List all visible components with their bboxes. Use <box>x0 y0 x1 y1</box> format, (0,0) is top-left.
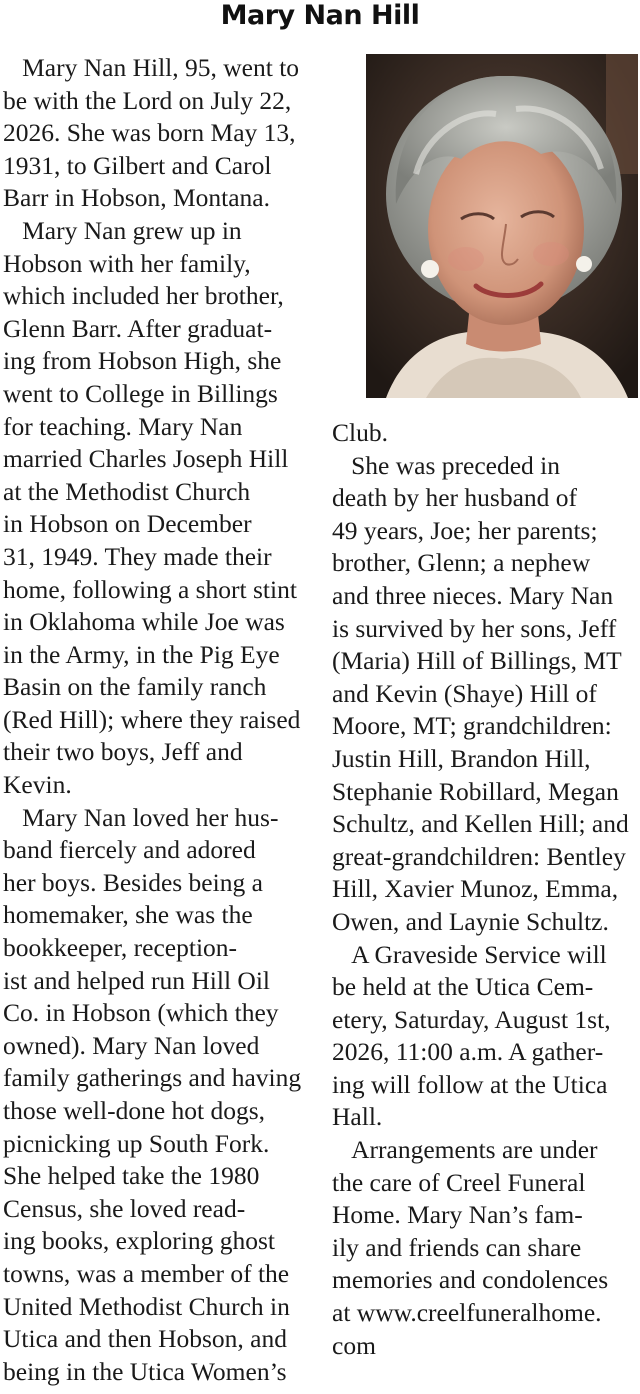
text-line: and Kevin (Shaye) Hill of <box>332 678 597 708</box>
text-line: ily and friends can share <box>332 1232 582 1262</box>
text-line: Hobson with her family, <box>3 248 251 278</box>
text-line: at the Methodist Church <box>3 476 251 506</box>
text-line: at www.creelfuneralhome. <box>332 1298 602 1328</box>
text-line: Mary Nan loved her hus- <box>3 802 279 832</box>
obituary-title: Mary Nan Hill <box>220 0 420 31</box>
text-line: 49 years, Joe; her parents; <box>332 515 598 545</box>
text-line: Club. <box>332 418 388 447</box>
text-line: brother, Glenn; a nephew <box>332 548 591 578</box>
text-line: ing books, exploring ghost <box>3 1226 275 1256</box>
text-line: be held at the Utica Cem- <box>332 972 594 1002</box>
obituary-column-right <box>332 417 638 1362</box>
text-line: Mary Nan grew up in <box>3 215 242 245</box>
text-line: picnicking up South Fork. <box>3 1128 270 1158</box>
text-line: her boys. Besides being a <box>3 867 263 897</box>
text-line: Owen, and Laynie Schultz. <box>332 906 609 936</box>
text-line: and three nieces. Mary Nan <box>332 580 614 610</box>
text-line: United Methodist Church in <box>3 1291 290 1321</box>
text-line: 31, 1949. They made their <box>3 541 272 571</box>
text-line: towns, was a member of the <box>3 1258 290 1288</box>
text-line: Mary Nan Hill, 95, went to <box>3 53 300 82</box>
obituary-column-left <box>3 52 315 1388</box>
text-line: etery, Saturday, August 1st, <box>332 1004 611 1034</box>
portrait-photo <box>366 54 638 398</box>
text-line: memories and condolences <box>332 1265 609 1295</box>
text-line: owned). Mary Nan loved <box>3 1030 260 1060</box>
text-line: in the Army, in the Pig Eye <box>3 639 280 669</box>
text-line: went to College in Billings <box>3 378 278 408</box>
text-line: great-grandchildren: Bentley <box>332 841 626 871</box>
text-line: which included her brother, <box>3 281 284 311</box>
text-line: Stephanie Robillard, Megan <box>332 776 619 806</box>
text-line: bookkeeper, reception- <box>3 933 238 963</box>
text-line: in Oklahoma while Joe was <box>3 607 285 637</box>
text-line: She helped take the 1980 <box>3 1161 260 1191</box>
text-line: A Graveside Service will <box>332 939 607 969</box>
text-line: family gatherings and having <box>3 1063 302 1093</box>
text-line: She was preceded in <box>332 450 561 480</box>
text-line: Census, she loved read- <box>3 1193 246 1223</box>
text-line: Barr in Hobson, Montana. <box>3 183 271 213</box>
text-line: those well-done hot dogs, <box>3 1096 266 1125</box>
text-line: 2026, 11:00 a.m. A gather- <box>332 1037 604 1067</box>
text-line: Justin Hill, Brandon Hill, <box>332 743 591 773</box>
text-line: 1931, to Gilbert and Carol <box>3 150 272 180</box>
text-line: (Maria) Hill of Billings, MT <box>332 646 622 676</box>
text-line: band fiercely and adored <box>3 835 256 865</box>
text-line: death by her husband of <box>332 483 578 513</box>
text-line: Schultz, and Kellen Hill; and <box>332 809 629 839</box>
text-line: Basin on the family ranch <box>3 672 267 702</box>
text-line: being in the Utica Women’s <box>3 1356 287 1386</box>
text-line: com <box>332 1330 376 1360</box>
text-line: (Red Hill); where they raised <box>3 704 301 734</box>
text-line: Hill, Xavier Munoz, Emma, <box>332 874 619 904</box>
text-line: Hall. <box>332 1102 383 1132</box>
text-line: ing will follow at the Utica <box>332 1069 608 1099</box>
portrait-photo-icon <box>366 54 638 398</box>
text-line: the care of Creel Funeral <box>332 1167 586 1197</box>
text-line: for teaching. Mary Nan <box>3 411 243 441</box>
text-line: ist and helped run Hill Oil <box>3 965 271 995</box>
text-line: in Hobson on December <box>3 509 252 539</box>
text-line: is survived by her sons, Jeff <box>332 613 617 643</box>
text-line: be with the Lord on July 22, <box>3 85 292 115</box>
text-line: homemaker, she was the <box>3 900 253 930</box>
text-line: married Charles Joseph Hill <box>3 444 289 474</box>
text-line: home, following a short stint <box>3 574 297 604</box>
text-line: ing from Hobson High, she <box>3 346 282 376</box>
text-line: Moore, MT; grandchildren: <box>332 711 612 741</box>
text-line: Glenn Barr. After graduat- <box>3 313 273 343</box>
text-line: 2026. She was born May 13, <box>3 118 296 148</box>
text-line: their two boys, Jeff and <box>3 737 243 767</box>
text-line: Utica and then Hobson, and <box>3 1324 287 1354</box>
text-line: Arrangements are under <box>332 1135 598 1165</box>
text-line: Kevin. <box>3 770 72 800</box>
text-line: Home. Mary Nan’s fam- <box>332 1200 583 1230</box>
text-line: Co. in Hobson (which they <box>3 998 279 1028</box>
